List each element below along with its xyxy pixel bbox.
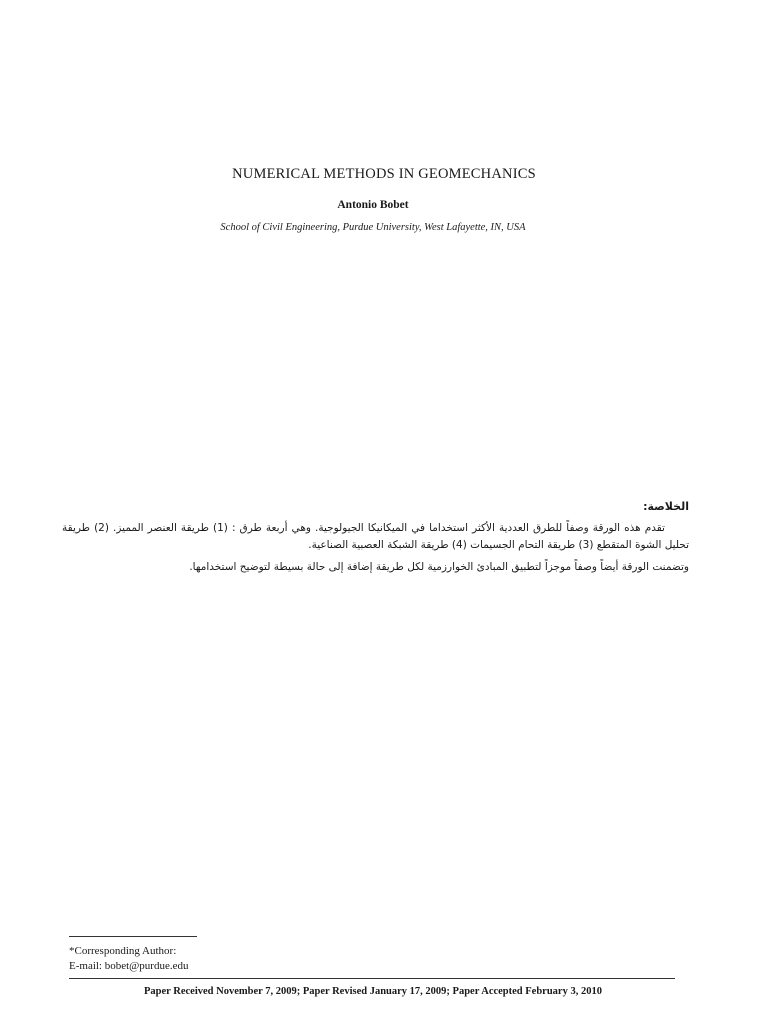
- submission-dates: Paper Received November 7, 2009; Paper Revised January 17, 2009; Paper Accepted February 3, 2010: [144, 986, 602, 997]
- footnote-email: E-mail: bobet@purdue.edu: [69, 960, 189, 972]
- author-name: Antonio Bobet: [337, 199, 409, 211]
- arabic-abstract: [62, 498, 689, 576]
- corresponding-author-footnote: [69, 944, 189, 974]
- footnote-divider: [69, 936, 197, 937]
- footer-divider: [69, 978, 675, 979]
- abstract-paragraph-1: تقدم هذه الورقة وصفاً للطرق العددية الأكثر استخداما في الميكانيكا الجيولوجية. وهي أربعة طرق : (1) طريقة العنصر المميز. (2) طريقة تحليل الشوة المتقطع (3) طريقة التحام الجسيمات (4) طريقة الشبكة العصبية الصناعية.: [62, 522, 689, 551]
- footnote-label: *Corresponding Author:: [69, 945, 177, 957]
- paper-title: NUMERICAL METHODS IN GEOMECHANICS: [232, 166, 536, 182]
- author-affiliation: School of Civil Engineering, Purdue University, West Lafayette, IN, USA: [220, 222, 526, 233]
- abstract-paragraph-2: وتضمنت الورقة أيضاً وصفاً موجزاً لتطبيق المبادئ الخوارزمية لكل طريقة إضافة إلى حالة بسيطة لتوضيح استخدامها.: [189, 561, 689, 573]
- abstract-heading: الخلاصة:: [643, 500, 689, 513]
